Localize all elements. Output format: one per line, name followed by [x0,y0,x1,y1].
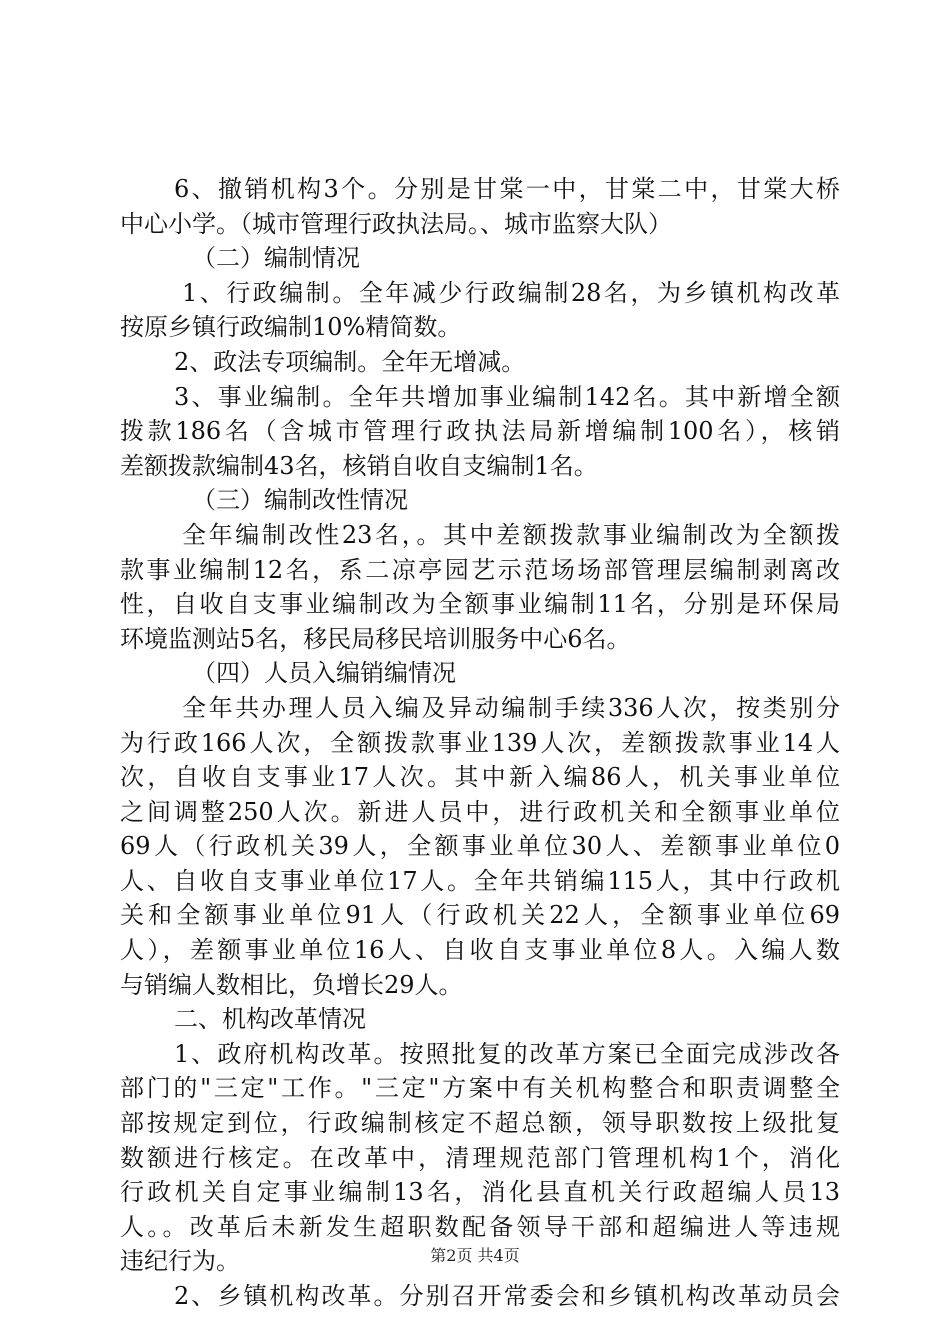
text-line: 与销编人数相比，负增长29人。 [120,970,463,999]
section-heading: （三）编制改性情况 [192,486,408,515]
text-line: 之间调整250人次。新进人员中，进行政机关和全额事业单位 [120,797,840,826]
section-heading: （二）编制情况 [192,244,360,273]
text-line: 1、政府机构改革。按照批复的改革方案已全面完成涉改各 [174,1039,840,1068]
section-heading: （四）人员入编销编情况 [192,659,456,688]
text-line: 按原乡镇行政编制10%精简数。 [120,313,462,342]
section-heading: 二、机构改革情况 [174,1005,366,1034]
text-line: 环境监测站5名，移民局移民培训服务中心6名。 [120,624,631,653]
text-line: 次，自收自支事业17人次。其中新入编86人，机关事业单位 [120,763,840,792]
text-line: 为行政166人次，全额拨款事业139人次，差额拨款事业14人 [120,728,840,757]
text-line: 违纪行为。 [120,1247,240,1276]
text-line: 部按规定到位，行政编制核定不超总额，领导职数按上级批复 [120,1109,840,1138]
text-line: 人），差额事业单位16人、自收自支事业单位8人。入编人数 [120,936,840,965]
text-line: 性，自收自支事业编制改为全额事业编制11名，分别是环保局 [120,590,840,619]
text-line: 69人（行政机关39人，全额事业单位30人、差额事业单位0 [120,832,840,861]
text-line: 6、撤销机构3个。分别是甘棠一中，甘棠二中，甘棠大桥 [174,175,840,203]
text-line: 人。。改革后未新发生超职数配备领导干部和超编进人等违规 [120,1212,840,1241]
page-number: 第2页 共4页 [430,1246,520,1265]
page-footer [0,1246,950,1266]
text-line: 数额进行核定。在改革中，清理规范部门管理机构1个，消化 [120,1143,840,1172]
text-line: 行政机关自定事业编制13名，消化县直机关行政超编人员13 [120,1178,840,1207]
text-line: 3、事业编制。全年共增加事业编制142名。其中新增全额 [174,382,840,411]
text-line: 全年编制改性23名，。其中差额拨款事业编制改为全额拨 [182,520,840,549]
text-line: 人、自收自支事业单位17人。全年共销编115人，其中行政机 [120,866,840,895]
text-line: 中心小学。（城市管理行政执法局。、城市监察大队） [120,209,672,238]
text-line: 差额拨款编制43名，核销自收自支编制1名。 [120,451,598,480]
text-line: 款事业编制12名，系二凉亭园艺示范场场部管理层编制剥离改 [120,555,840,584]
document-body [120,172,840,1314]
text-line: 全年共办理人员入编及异动编制手续336人次，按类别分 [182,693,840,722]
text-line: 2、政法专项编制。全年无增减。 [174,347,526,376]
text-line: 拨款186名（含城市管理行政执法局新增编制100名），核销 [120,417,840,446]
text-line: 关和全额事业单位91人（行政机关22人，全额事业单位69 [120,901,840,930]
text-line: 部门的"三定"工作。"三定"方案中有关机构整合和职责调整全 [120,1074,840,1103]
text-line: 1、行政编制。全年减少行政编制28名，为乡镇机构改革 [182,278,840,307]
text-line: 2、乡镇机构改革。分别召开常委会和乡镇机构改革动员会 [174,1282,840,1310]
